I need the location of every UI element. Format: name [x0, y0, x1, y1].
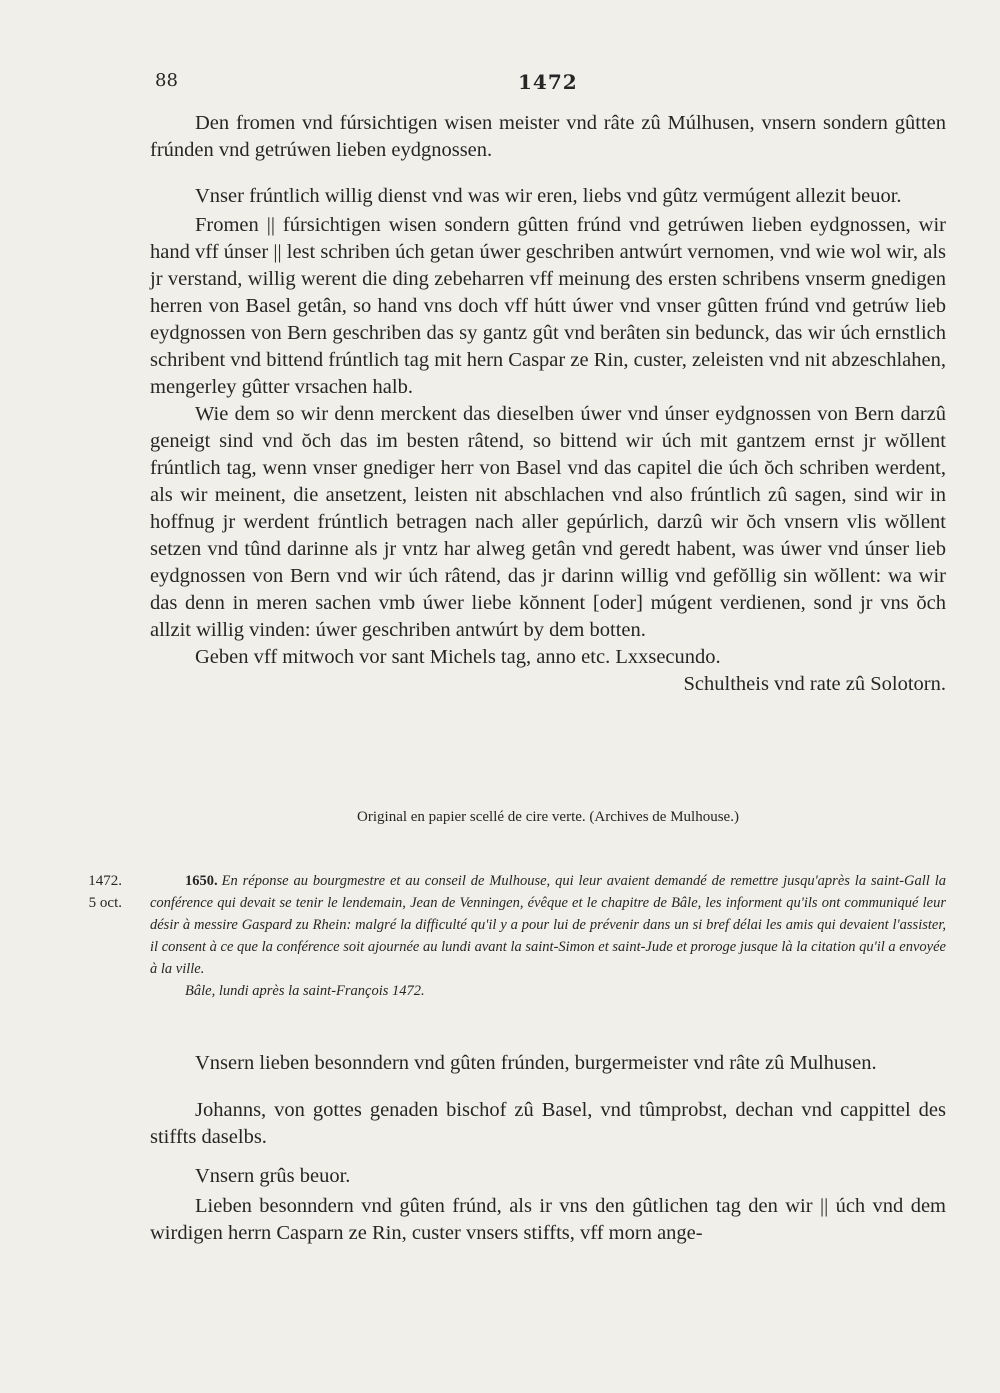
letter-2-paragraph-1: Lieben besonndern vnd gûten frúnd, als ir vns den gûtlichen tag den wir || úch vnd dem wirdigen herrn Casparn ze Rin, custer vnsers stiffts, vff morn ange- [150, 1195, 946, 1244]
margin-date [72, 870, 122, 914]
letter-1-dating: Geben vff mitwoch vor sant Michels tag, anno etc. Lxxsecundo. [195, 646, 721, 668]
margin-day: 5 oct. [88, 895, 122, 911]
letter-1-signature: Schultheis vnd rate zû Solotorn. [683, 673, 946, 695]
page-year-heading: 1472 [518, 70, 578, 94]
entry-number: 1650. [185, 873, 218, 889]
entry-summary-block [150, 870, 946, 1002]
letter-2-sender: Johanns, von gottes genaden bischof zû Basel, vnd tûmprobst, dechan vnd cappittel des stiffts daselbs. [150, 1099, 946, 1148]
letter-1-address: Den fromen vnd fúrsichtigen wisen meister vnd râte zû Múlhusen, vnsern sondern gûtten frúnden vnd getrúwen lieben eydgnossen. [150, 112, 946, 161]
entry-place-date: Bâle, lundi après la saint-François 1472. [185, 983, 425, 999]
source-note: Original en papier scellé de cire verte. (Archives de Mulhouse.) [357, 809, 739, 825]
page-number: 88 [155, 70, 178, 91]
letter-1-paragraph-2: Wie dem so wir denn merckent das dieselben úwer vnd únser eydgnossen von Bern darzû geneigt sind vnd ŏch das im besten râtend, so bittend wir úch mit gantzem ernst jr wŏllent frúntlich tag, wenn vnser gnediger herr von Basel vnd das capitel die úch ŏch schriben werdent, als wir meinent, die ansetzent, leisten nit abschlachen vnd also frúntlich zû sagen, sind wir in hoffnug jr werdent frúntlich betragen nach aller gepúrlich, darzû wir ŏch vnsern vlis wŏllent setzen vnd tûnd darinne als jr vntz har alweg getân vnd geredt habent, was úwer vnd únser lieb eydgnossen von Bern vnd wir úch râtend, das jr darinn willig vnd gefŏllig sin wŏllent: wa wir das denn in meren sachen vmb úwer liebe kŏnnent [oder] múgent verdienen, sond jr vns ŏch allzit willig vinden: úwer geschriben antwúrt by dem botten. [150, 403, 946, 641]
letter-2 [150, 1050, 946, 1247]
letter-1 [150, 110, 946, 698]
letter-2-greeting: Vnsern grûs beuor. [195, 1165, 351, 1187]
letter-1-paragraph-1: Fromen || fúrsichtigen wisen sondern gûtten frúnd vnd getrúwen lieben eydgnossen, wir hand vff únser || lest schriben úch getan úwer geschriben antwúrt vernomen, vnd wie wol wir, als jr verstand, willig werent die ding zebeharren vff meinung des ersten schribens vnserm gnedigen herren von Basel getân, so hand vns doch vff hútt úwer vnd vnser gûtten frúnd vnd getrúw lieb eydgnossen von Bern geschriben das sy gantz gût vnd berâten sin bedunck, das wir úch ernstlich schribent vnd bittend frúntlich tag mit hern Caspar ze Rin, custer, zeleisten vnd nit abzeschlahen, mengerley gûtter vrsachen halb. [150, 214, 946, 398]
letter-1-greeting: Vnser frúntlich willig dienst vnd was wir eren, liebs vnd gûtz vermúgent allezit beuor. [195, 185, 902, 207]
margin-year: 1472. [88, 873, 122, 889]
entry-summary: En réponse au bourgmestre et au conseil de Mulhouse, qui leur avaient demandé de remettre jusqu'après la saint-Gall la conférence qui devait se tenir le lendemain, Jean de Venningen, évêque et le chapitre de Bâle, les informent qu'ils ont communiqué leur désir à messire Gaspard zu Rhein: malgré la difficulté qu'il y a pour lui de prévenir dans un si bref délai les amis qui devaient l'assister, il consent à ce que la conférence soit ajournée au lundi avant la saint-Simon et saint-Jude et proroge jusque là la citation qu'il a envoyée à la ville. [150, 873, 946, 977]
letter-2-address: Vnsern lieben besonndern vnd gûten frúnden, burgermeister vnd râte zû Mulhusen. [195, 1052, 877, 1074]
